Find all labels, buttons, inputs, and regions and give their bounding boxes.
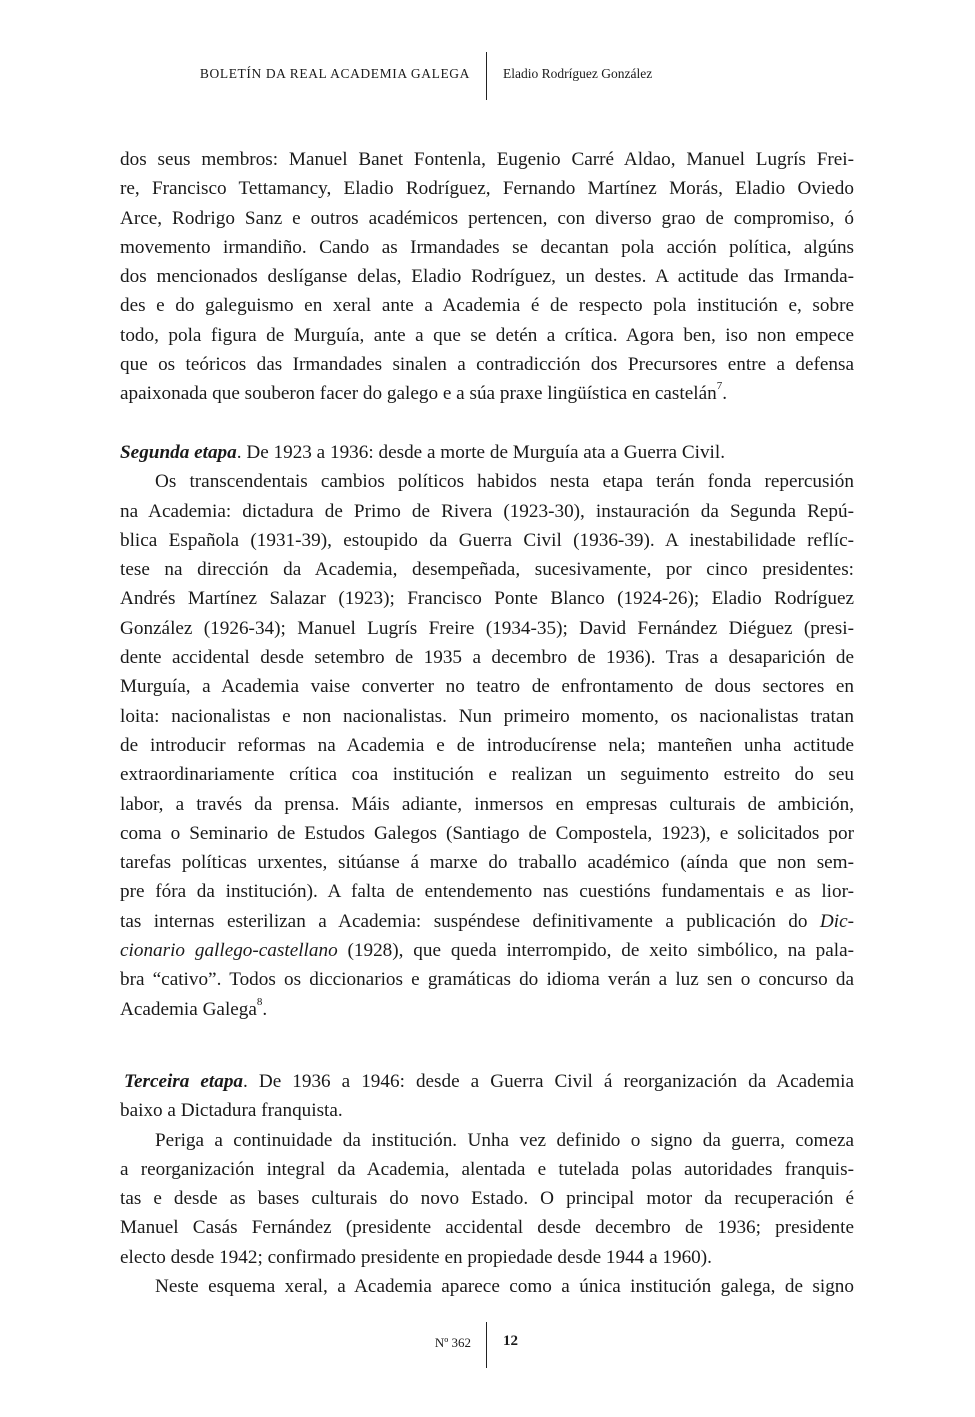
text-line: dos mencionados deslíganse delas, Eladio Rodríguez, un destes. A actitude das Irmanda- [120, 266, 854, 288]
article-author: Eladio Rodríguez González [503, 66, 653, 81]
text-line: blica Española (1931-39), estoupido da Guerra Civil (1936-39). A inestabilidade reflíc- [120, 529, 854, 551]
text-line: tas internas esterilizan a Academia: suspéndese definitivamente a publicación do Dic- [120, 910, 854, 932]
text-line: des e do galeguismo en xeral ante a Academia é de respecto pola institución e, sobre [120, 295, 854, 317]
section-heading: Segunda etapa [120, 441, 237, 463]
text-line: tarefas políticas urxentes, sitúanse á marxe do traballo académico (aínda que non sem- [120, 852, 854, 874]
text-line: todo, pola figura de Murguía, ante a que se detén a crítica. Agora ben, iso non empece [120, 324, 854, 346]
text-line: re, Francisco Tettamancy, Eladio Rodríguez, Fernando Martínez Morás, Eladio Oviedo [120, 178, 854, 200]
text-line: baixo a Dictadura franquista. [120, 1100, 343, 1122]
running-footer [0, 1322, 975, 1368]
section-heading-line: Terceira etapa. De 1936 a 1946: desde a Guerra Civil á reorganización da Academia [124, 1070, 854, 1092]
book-title-italic: Dic- [819, 910, 854, 932]
article-body [120, 145, 854, 1301]
text-line: movemento irmandiño. Cando as Irmandades se decantan pola acción política, algúns [120, 236, 854, 258]
text-line: Manuel Casás Fernández (presidente accidental desde decembro de 1936; presidente [120, 1217, 854, 1239]
text-line: a reorganización integral da Academia, alentada e tutelada polas autoridades franquis- [120, 1158, 854, 1180]
text-line: pre fóra da institución). A falta de entendemento nas cuestións fundamentais e as lior- [120, 881, 854, 903]
text-line: extraordinariamente crítica coa institución e realizan un seguimento estreito do seu [120, 764, 854, 786]
page-number: 12 [503, 1333, 518, 1349]
text-line: cionario gallego-castellano (1928), que queda interrompido, de xeito simbólico, na pala- [120, 940, 854, 962]
text-line: González (1926-34); Manuel Lugrís Freire (1934-35); David Fernández Diéguez (presi- [120, 617, 854, 639]
section-heading: Terceira etapa [124, 1070, 244, 1092]
book-title-italic: cionario gallego-castellano [120, 940, 338, 962]
section-heading-line: Segunda etapa. De 1923 a 1936: desde a morte de Murguía ata a Guerra Civil. [120, 441, 726, 463]
section-segunda-etapa [120, 438, 854, 1024]
journal-title: BOLETÍN DA REAL ACADEMIA GALEGA [199, 66, 470, 81]
footer-divider [486, 1322, 487, 1368]
text-line: na Academia: dictadura de Primo de Rivera (1923-30), instauración da Segunda Repú- [120, 500, 854, 522]
text-line: Andrés Martínez Salazar (1923); Francisco Ponte Blanco (1924-26); Eladio Rodríguez [120, 588, 854, 610]
issue-number: Nº 362 [434, 1335, 471, 1350]
footnote-ref-7[interactable]: 7 [716, 380, 723, 393]
text-line: dente accidental desde setembro de 1935 a decembro de 1936). Tras a desaparición de [120, 647, 854, 669]
text-line: tese na dirección da Academia, desempeñada, sucesivamente, por cinco presidentes: [120, 559, 854, 581]
text-line: dos seus membros: Manuel Banet Fontenla, Eugenio Carré Aldao, Manuel Lugrís Frei- [120, 149, 854, 170]
text-line: que os teóricos das Irmandades sinalen a contradicción dos Precursores entre a defensa [120, 354, 854, 376]
text-line: tas e desde as bases culturais do novo Estado. O principal motor da recuperación é [120, 1188, 854, 1210]
text-line: Os transcendentais cambios políticos habidos nesta etapa terán fonda repercusión [155, 471, 854, 493]
text-line: labor, a través da prensa. Máis adiante, inmersos en empresas culturais de ambición, [120, 793, 854, 815]
text-line: apaixonada que souberon facer do galego e a súa praxe lingüística en castelán$^7$. [120, 380, 727, 405]
text-line: loita: nacionalistas e non nacionalistas. Nun primeiro momento, os nacionalistas tratan [120, 705, 854, 727]
text-line: Arce, Rodrigo Sanz e outros académicos pertencen, con diverso grao de compromiso, ó [120, 207, 854, 229]
text-line: bra “cativo”. Todos os diccionarios e gramáticas do idioma verán a luz sen o concurso da [120, 969, 854, 991]
text-line: electo desde 1942; confirmado presidente en propiedade desde 1944 a 1960). [120, 1246, 712, 1268]
text-line: Neste esquema xeral, a Academia aparece como a única institución galega, de signo [155, 1275, 854, 1297]
header-divider [486, 52, 487, 100]
text-line: de introducir reformas na Academia e de introducírense nela; manteñen unha actitude [120, 734, 854, 756]
text-line: Academia Galega$^8$. [120, 995, 268, 1020]
footnote-ref-8[interactable]: 8 [256, 995, 263, 1008]
text-line: Periga a continuidade da institución. Unha vez definido o signo da guerra, comeza [155, 1129, 854, 1151]
section-terceira-etapa [120, 1067, 854, 1301]
text-line: coma o Seminario de Estudos Galegos (Santiago de Compostela, 1923), e solicitados por [120, 822, 854, 844]
text-line: Murguía, a Academia vaise converter no teatro de enfrontamento de dous sectores en [120, 676, 854, 698]
paragraph-irmandades [120, 145, 854, 409]
running-header [0, 52, 975, 100]
